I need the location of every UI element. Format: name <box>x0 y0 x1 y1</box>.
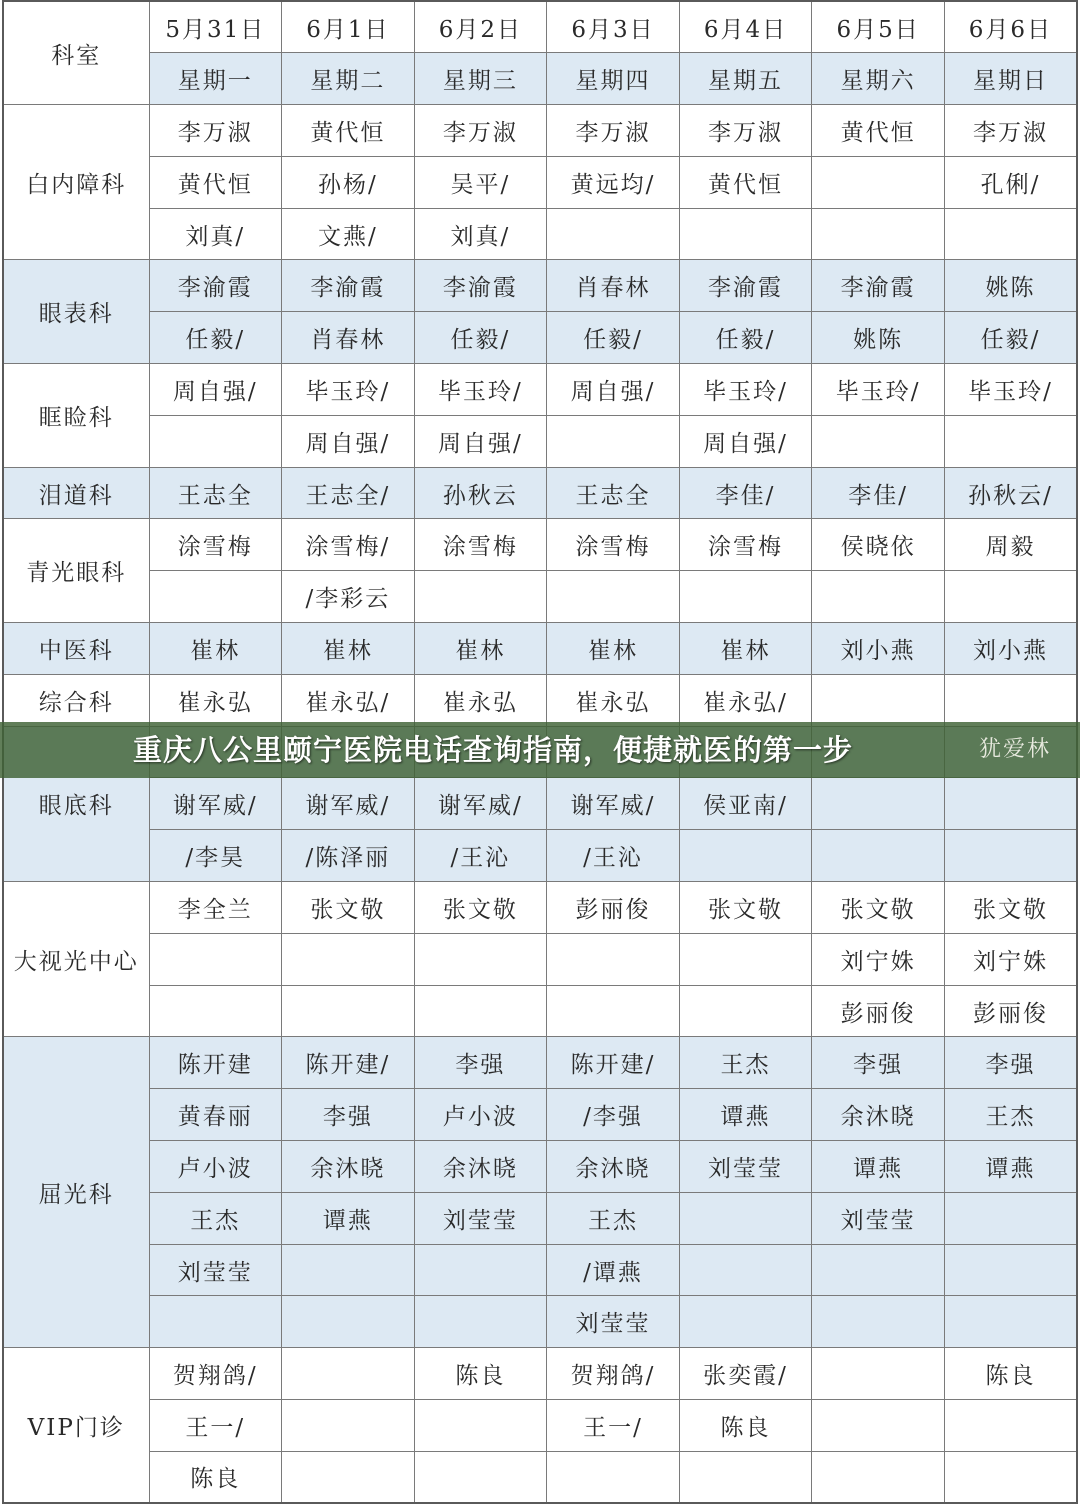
doctor-cell: 王志全 <box>547 467 680 519</box>
doctor-cell <box>282 1296 415 1348</box>
doctor-cell <box>149 1296 282 1348</box>
department-name: 眼表科 <box>3 260 149 364</box>
doctor-cell: 李万淑 <box>414 105 547 157</box>
doctor-cell: 王杰 <box>547 1192 680 1244</box>
doctor-cell: /王沁 <box>414 830 547 882</box>
doctor-cell: 王杰 <box>679 1037 812 1089</box>
doctor-cell <box>149 571 282 623</box>
doctor-cell: 张文敬 <box>679 882 812 934</box>
doctor-cell: 周自强/ <box>679 415 812 467</box>
doctor-cell: 余沐晓 <box>812 1089 945 1141</box>
doctor-cell: 毕玉玲/ <box>679 364 812 416</box>
doctor-cell: 谢军威/ <box>547 778 680 830</box>
banner-title: 重庆八公里颐宁医院电话查询指南，便捷就医的第一步 <box>133 733 854 767</box>
doctor-cell: 任毅/ <box>547 312 680 364</box>
doctor-cell <box>547 415 680 467</box>
doctor-cell <box>547 571 680 623</box>
doctor-cell <box>679 933 812 985</box>
doctor-cell: 毕玉玲/ <box>944 364 1077 416</box>
doctor-cell: 毕玉玲/ <box>812 364 945 416</box>
table-row <box>3 156 1077 208</box>
doctor-cell <box>812 1400 945 1452</box>
date-header: 6月4日 <box>679 1 812 53</box>
doctor-cell <box>944 778 1077 830</box>
doctor-cell: 张文敬 <box>812 882 945 934</box>
doctor-cell: 涂雪梅 <box>414 519 547 571</box>
doctor-cell: 孔俐/ <box>944 156 1077 208</box>
doctor-cell: 李渝霞 <box>414 260 547 312</box>
doctor-cell: 谢军威/ <box>149 778 282 830</box>
doctor-cell: 王一/ <box>547 1400 680 1452</box>
table-row <box>3 1244 1077 1296</box>
doctor-cell <box>282 1400 415 1452</box>
doctor-cell: 李强 <box>414 1037 547 1089</box>
doctor-cell: /李彩云 <box>282 571 415 623</box>
table-row <box>3 571 1077 623</box>
doctor-cell <box>944 1451 1077 1503</box>
table-row <box>3 1089 1077 1141</box>
doctor-cell <box>547 933 680 985</box>
doctor-cell: 黄代恒 <box>149 156 282 208</box>
doctor-cell: 崔永弘 <box>149 674 282 726</box>
doctor-cell: 周自强/ <box>547 364 680 416</box>
doctor-cell: 李全兰 <box>149 882 282 934</box>
doctor-cell: 侯晓依 <box>812 519 945 571</box>
weekday-header: 星期四 <box>547 53 680 105</box>
doctor-cell: 崔林 <box>547 623 680 675</box>
doctor-cell <box>812 674 945 726</box>
doctor-cell: 王志全 <box>149 467 282 519</box>
doctor-cell: 贺翔鸽/ <box>547 1348 680 1400</box>
doctor-cell: 黄代恒 <box>282 105 415 157</box>
doctor-cell: 崔林 <box>282 623 415 675</box>
doctor-cell: 王志全/ <box>282 467 415 519</box>
doctor-cell: 卢小波 <box>414 1089 547 1141</box>
doctor-cell: 谭燕 <box>679 1089 812 1141</box>
doctor-cell <box>679 1244 812 1296</box>
doctor-cell <box>679 1451 812 1503</box>
weekday-header: 星期三 <box>414 53 547 105</box>
table-row <box>3 519 1077 571</box>
doctor-cell: 涂雪梅 <box>149 519 282 571</box>
doctor-cell: 陈良 <box>149 1451 282 1503</box>
doctor-cell: 肖春林 <box>282 312 415 364</box>
table-row <box>3 1296 1077 1348</box>
doctor-cell: 黄远均/ <box>547 156 680 208</box>
doctor-cell <box>679 571 812 623</box>
doctor-cell: 涂雪梅 <box>679 519 812 571</box>
doctor-cell: 崔林 <box>679 623 812 675</box>
doctor-cell <box>944 1244 1077 1296</box>
department-name: 屈光科 <box>3 1037 149 1348</box>
doctor-cell <box>149 985 282 1037</box>
doctor-cell: 周毅 <box>944 519 1077 571</box>
doctor-cell: 任毅/ <box>149 312 282 364</box>
weekday-header: 星期一 <box>149 53 282 105</box>
date-header: 6月6日 <box>944 1 1077 53</box>
doctor-cell: 崔林 <box>149 623 282 675</box>
doctor-cell: 黄春丽 <box>149 1089 282 1141</box>
doctor-cell <box>679 985 812 1037</box>
doctor-cell: 彭丽俊 <box>547 882 680 934</box>
department-name: 眶睑科 <box>3 364 149 468</box>
doctor-cell: /谭燕 <box>547 1244 680 1296</box>
doctor-cell <box>679 1192 812 1244</box>
doctor-cell: /王沁 <box>547 830 680 882</box>
doctor-cell <box>282 985 415 1037</box>
doctor-cell <box>149 933 282 985</box>
table-row <box>3 260 1077 312</box>
doctor-cell <box>944 1192 1077 1244</box>
doctor-cell: 陈开建 <box>149 1037 282 1089</box>
table-row <box>3 830 1077 882</box>
doctor-cell: 陈良 <box>944 1348 1077 1400</box>
doctor-cell: 姚陈 <box>812 312 945 364</box>
header-weekday-row <box>3 53 1077 105</box>
doctor-cell <box>547 208 680 260</box>
doctor-cell <box>812 1451 945 1503</box>
doctor-cell: 崔永弘/ <box>679 674 812 726</box>
weekday-header: 星期日 <box>944 53 1077 105</box>
doctor-cell: 吴平/ <box>414 156 547 208</box>
doctor-cell: 李渝霞 <box>149 260 282 312</box>
doctor-cell <box>812 1348 945 1400</box>
department-name: 综合科 <box>3 674 149 726</box>
doctor-cell: 贺翔鸽/ <box>149 1348 282 1400</box>
doctor-cell: 姚陈 <box>944 260 1077 312</box>
doctor-cell: 陈开建/ <box>282 1037 415 1089</box>
doctor-cell: 周自强/ <box>414 415 547 467</box>
doctor-cell <box>812 830 945 882</box>
banner-partial-cell: 犹爱林 <box>978 737 1051 762</box>
doctor-cell: 张文敬 <box>282 882 415 934</box>
doctor-cell: 谢军威/ <box>414 778 547 830</box>
title-banner <box>0 722 1080 778</box>
date-header: 6月1日 <box>282 1 415 53</box>
doctor-cell: 李渝霞 <box>812 260 945 312</box>
department-name: 白内障科 <box>3 105 149 260</box>
doctor-cell: 陈开建/ <box>547 1037 680 1089</box>
department-name: VIP门诊 <box>3 1348 149 1503</box>
doctor-cell: 彭丽俊 <box>944 985 1077 1037</box>
doctor-cell: 刘莹莹 <box>812 1192 945 1244</box>
doctor-cell: 余沐晓 <box>282 1141 415 1193</box>
doctor-cell: /陈泽丽 <box>282 830 415 882</box>
table-row <box>3 1141 1077 1193</box>
date-header: 5月31日 <box>149 1 282 53</box>
table-row <box>3 674 1077 726</box>
department-name: 眼底科 <box>3 726 149 881</box>
doctor-cell: 谢军威/ <box>282 778 415 830</box>
doctor-cell: 谭燕 <box>812 1141 945 1193</box>
doctor-cell: 毕玉玲/ <box>282 364 415 416</box>
department-name: 大视光中心 <box>3 882 149 1037</box>
doctor-cell: 刘莹莹 <box>414 1192 547 1244</box>
doctor-cell: 黄代恒 <box>812 105 945 157</box>
department-name: 泪道科 <box>3 467 149 519</box>
table-row <box>3 933 1077 985</box>
doctor-cell: 谭燕 <box>282 1192 415 1244</box>
doctor-cell: 肖春林 <box>547 260 680 312</box>
doctor-cell <box>414 1451 547 1503</box>
doctor-cell: 李万淑 <box>149 105 282 157</box>
doctor-cell: 刘小燕 <box>944 623 1077 675</box>
doctor-cell: 崔永弘 <box>547 674 680 726</box>
doctor-cell: 周自强/ <box>149 364 282 416</box>
doctor-cell: 崔永弘 <box>414 674 547 726</box>
doctor-cell: 彭丽俊 <box>812 985 945 1037</box>
doctor-cell: 刘真/ <box>414 208 547 260</box>
doctor-cell: 张文敬 <box>414 882 547 934</box>
doctor-cell <box>812 208 945 260</box>
doctor-cell: 王杰 <box>944 1089 1077 1141</box>
doctor-cell: 刘莹莹 <box>149 1244 282 1296</box>
doctor-cell: 李万淑 <box>944 105 1077 157</box>
date-header: 6月2日 <box>414 1 547 53</box>
doctor-cell <box>944 830 1077 882</box>
doctor-cell: 王一/ <box>149 1400 282 1452</box>
table-row <box>3 1037 1077 1089</box>
doctor-cell: 李渝霞 <box>282 260 415 312</box>
doctor-cell <box>944 1296 1077 1348</box>
table-row <box>3 1400 1077 1452</box>
doctor-cell <box>414 571 547 623</box>
doctor-cell <box>944 208 1077 260</box>
doctor-cell <box>547 985 680 1037</box>
doctor-cell: /李强 <box>547 1089 680 1141</box>
doctor-cell <box>812 156 945 208</box>
weekday-header: 星期五 <box>679 53 812 105</box>
doctor-cell <box>812 1296 945 1348</box>
doctor-cell: 涂雪梅/ <box>282 519 415 571</box>
doctor-cell: 文燕/ <box>282 208 415 260</box>
doctor-cell: 任毅/ <box>944 312 1077 364</box>
doctor-cell: 李万淑 <box>679 105 812 157</box>
table-row <box>3 364 1077 416</box>
table-row <box>3 1451 1077 1503</box>
doctor-cell <box>414 985 547 1037</box>
doctor-cell: 李万淑 <box>547 105 680 157</box>
doctor-cell: 陈良 <box>679 1400 812 1452</box>
date-header: 6月3日 <box>547 1 680 53</box>
doctor-cell: 卢小波 <box>149 1141 282 1193</box>
doctor-cell: 陈良 <box>414 1348 547 1400</box>
doctor-cell: 王杰 <box>149 1192 282 1244</box>
doctor-cell: 李强 <box>944 1037 1077 1089</box>
doctor-cell: 侯亚南/ <box>679 778 812 830</box>
doctor-cell: 崔永弘/ <box>282 674 415 726</box>
doctor-cell: 谭燕 <box>944 1141 1077 1193</box>
doctor-cell <box>414 933 547 985</box>
doctor-cell: 李强 <box>282 1089 415 1141</box>
doctor-cell: 刘小燕 <box>812 623 945 675</box>
doctor-cell: 刘莹莹 <box>547 1296 680 1348</box>
doctor-cell <box>944 415 1077 467</box>
table-row <box>3 208 1077 260</box>
doctor-cell: 刘宁姝 <box>944 933 1077 985</box>
doctor-cell: 刘莹莹 <box>679 1141 812 1193</box>
doctor-cell <box>149 415 282 467</box>
doctor-cell <box>414 1244 547 1296</box>
doctor-cell: 余沐晓 <box>547 1141 680 1193</box>
doctor-cell: 李佳/ <box>679 467 812 519</box>
doctor-cell: 涂雪梅 <box>547 519 680 571</box>
table-row <box>3 467 1077 519</box>
doctor-cell: 周自强/ <box>282 415 415 467</box>
doctor-cell: 刘宁姝 <box>812 933 945 985</box>
table-row <box>3 415 1077 467</box>
date-header: 6月5日 <box>812 1 945 53</box>
doctor-cell <box>944 571 1077 623</box>
doctor-cell <box>812 1244 945 1296</box>
weekday-header: 星期六 <box>812 53 945 105</box>
table-row <box>3 623 1077 675</box>
table-row <box>3 105 1077 157</box>
doctor-cell: 任毅/ <box>679 312 812 364</box>
doctor-cell <box>812 415 945 467</box>
doctor-cell: 孙杨/ <box>282 156 415 208</box>
doctor-cell <box>944 674 1077 726</box>
doctor-cell <box>282 1244 415 1296</box>
doctor-cell <box>282 933 415 985</box>
dept-column-header: 科室 <box>3 1 149 105</box>
doctor-cell: 刘真/ <box>149 208 282 260</box>
doctor-cell <box>282 1348 415 1400</box>
doctor-cell <box>679 1296 812 1348</box>
department-name: 青光眼科 <box>3 519 149 623</box>
doctor-cell <box>679 208 812 260</box>
doctor-cell <box>547 1451 680 1503</box>
doctor-cell: 任毅/ <box>414 312 547 364</box>
doctor-cell <box>414 1296 547 1348</box>
header-date-row <box>3 1 1077 53</box>
doctor-cell <box>414 1400 547 1452</box>
weekday-header: 星期二 <box>282 53 415 105</box>
doctor-cell <box>679 830 812 882</box>
doctor-cell: 孙秋云 <box>414 467 547 519</box>
department-name: 中医科 <box>3 623 149 675</box>
doctor-cell: 李渝霞 <box>679 260 812 312</box>
table-row <box>3 312 1077 364</box>
table-row <box>3 882 1077 934</box>
doctor-cell: 孙秋云/ <box>944 467 1077 519</box>
table-row <box>3 985 1077 1037</box>
doctor-cell <box>812 571 945 623</box>
table-row <box>3 1192 1077 1244</box>
doctor-cell <box>282 1451 415 1503</box>
doctor-cell: 崔林 <box>414 623 547 675</box>
doctor-cell: 张奕霞/ <box>679 1348 812 1400</box>
doctor-cell: 毕玉玲/ <box>414 364 547 416</box>
doctor-cell: 李强 <box>812 1037 945 1089</box>
doctor-cell: 余沐晓 <box>414 1141 547 1193</box>
doctor-cell: 张文敬 <box>944 882 1077 934</box>
table-row <box>3 1348 1077 1400</box>
doctor-cell: 李佳/ <box>812 467 945 519</box>
table-row <box>3 778 1077 830</box>
doctor-cell <box>812 778 945 830</box>
doctor-cell <box>944 1400 1077 1452</box>
doctor-cell: 黄代恒 <box>679 156 812 208</box>
doctor-cell: /李昊 <box>149 830 282 882</box>
